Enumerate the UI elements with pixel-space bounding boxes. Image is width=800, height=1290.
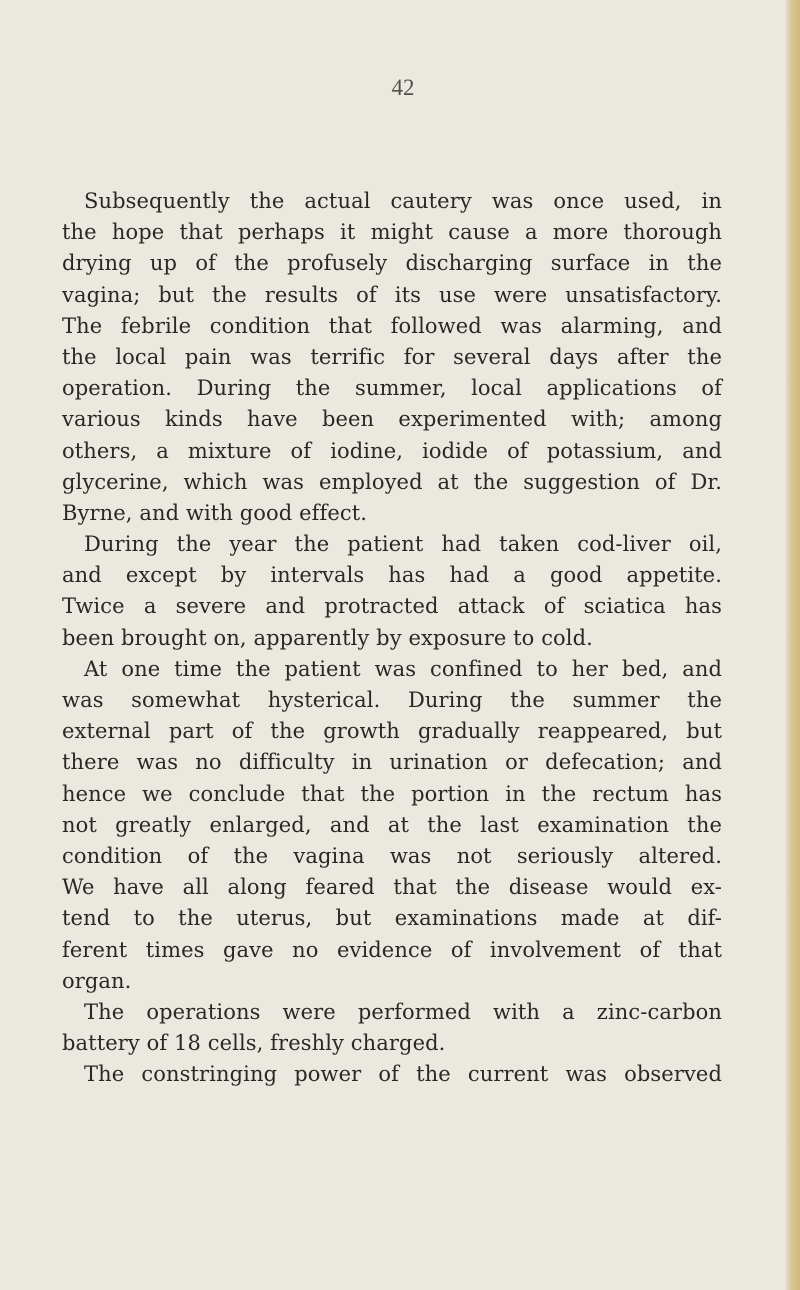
text-line: We have all along feared that the disease would ex-	[62, 875, 722, 900]
text-line: external part of the growth gradually reappeared, but	[62, 719, 722, 744]
text-line: various kinds have been experimented with; among	[62, 407, 722, 432]
text-line: battery of 18 cells, freshly charged.	[62, 1031, 446, 1056]
text-line: there was no difficulty in urination or defecation; and	[62, 750, 722, 775]
text-line: ferent times gave no evidence of involvement of that	[62, 937, 722, 962]
text-line: drying up of the profusely discharging surface in the	[62, 251, 722, 276]
page-number: 42	[391, 75, 415, 100]
text-line: was somewhat hysterical. During the summer the	[62, 688, 722, 712]
text-line: Twice a severe and protracted attack of sciatica has	[62, 594, 722, 619]
text-line: The operations were performed with a zinc-carbon	[84, 999, 722, 1024]
text-line: others, a mixture of iodine, iodide of potassium, and	[62, 438, 722, 463]
body-text	[62, 186, 722, 1090]
text-line: the local pain was terrific for several days after the	[62, 344, 722, 369]
text-line: not greatly enlarged, and at the last examination the	[62, 812, 722, 837]
text-line: and except by intervals has had a good appetite.	[62, 563, 722, 588]
text-line: Byrne, and with good effect.	[62, 500, 368, 525]
text-line: Subsequently the actual cautery was once used, in	[84, 189, 722, 213]
text-line: vagina; but the results of its use were unsatisfactory.	[62, 282, 722, 307]
text-line: At one time the patient was confined to her bed, and	[84, 656, 722, 681]
text-line: glycerine, which was employed at the suggestion of Dr.	[62, 469, 722, 494]
text-line: During the year the patient had taken cod-liver oil,	[84, 532, 722, 557]
text-line: hence we conclude that the portion in the rectum has	[62, 781, 722, 806]
page-edge	[786, 0, 800, 1290]
text-line: the hope that perhaps it might cause a more thorough	[62, 220, 722, 245]
text-line: The constringing power of the current was observed	[84, 1062, 722, 1087]
text-line: organ.	[62, 968, 132, 993]
text-line: been brought on, apparently by exposure to cold.	[62, 625, 593, 650]
text-line: tend to the uterus, but examinations made at dif-	[62, 906, 722, 931]
text-line: condition of the vagina was not seriously altered.	[62, 843, 722, 868]
text-line: The febrile condition that followed was alarming, and	[62, 313, 722, 338]
text-line: operation. During the summer, local applications of	[62, 376, 722, 401]
